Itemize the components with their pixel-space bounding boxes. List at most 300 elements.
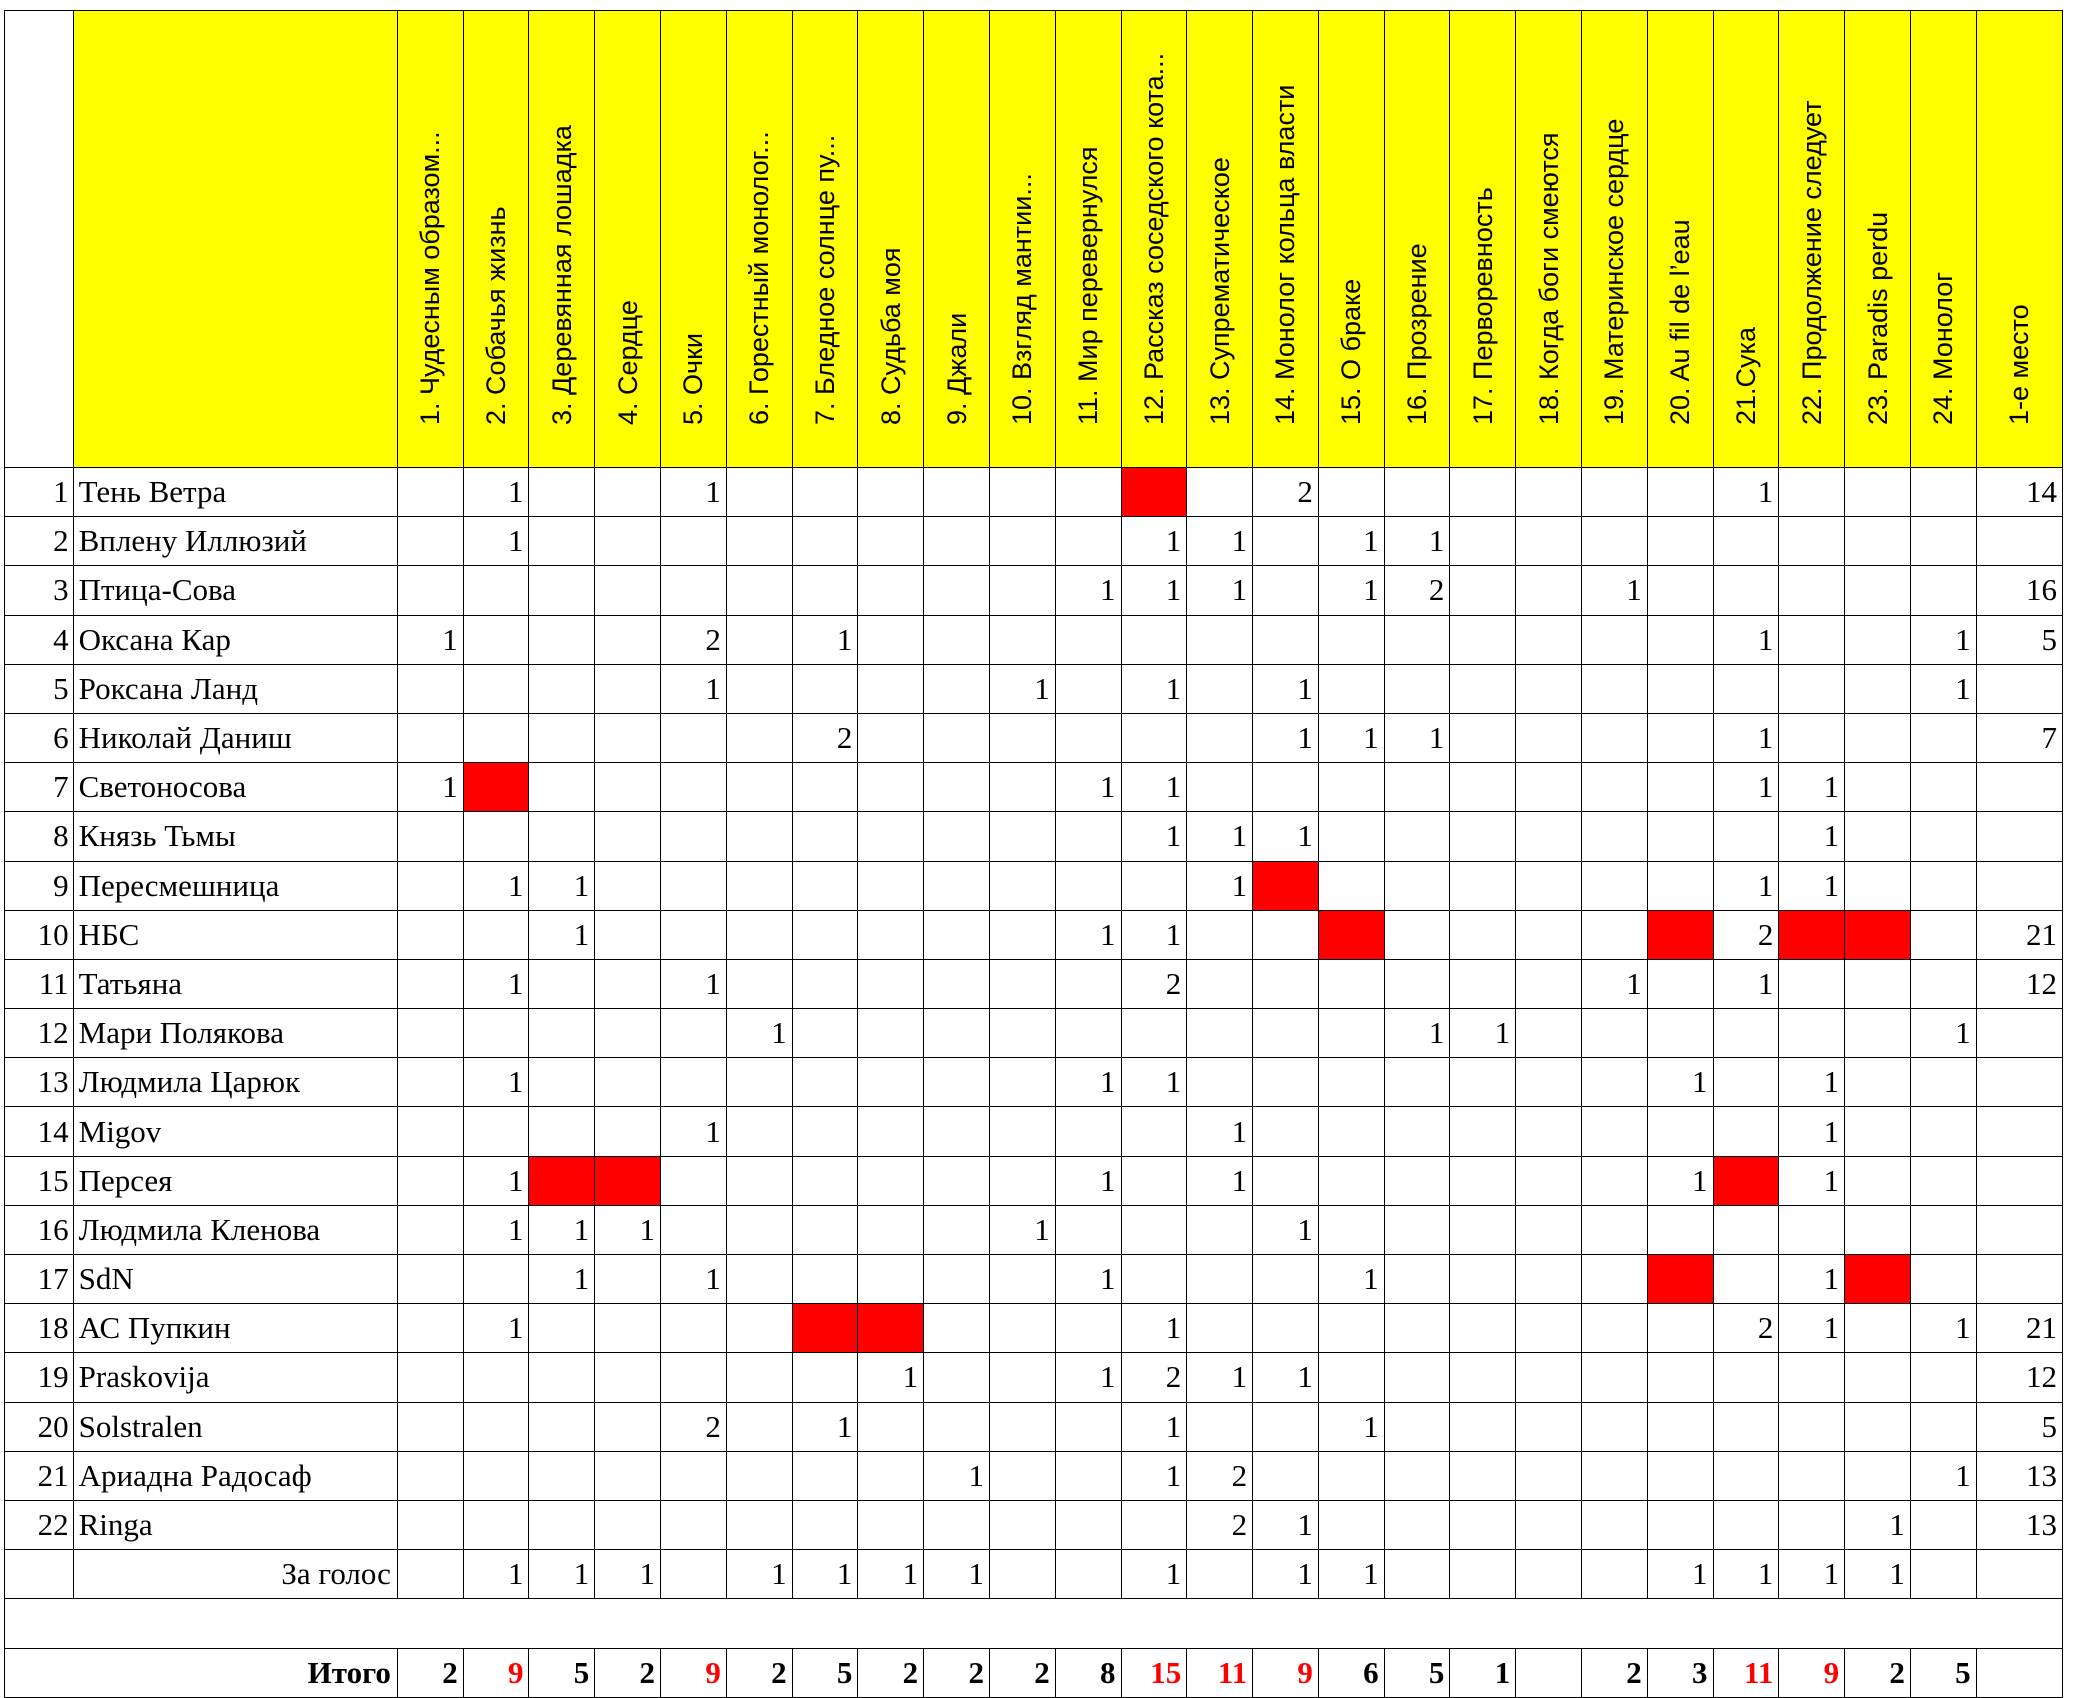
column-header [726,11,792,468]
participant-name: Ringa [73,1500,397,1549]
za-golos-cell: 1 [1121,1550,1187,1599]
vote-cell: 7 [1976,713,2062,762]
vote-cell [529,615,595,664]
vote-cell [1845,959,1911,1008]
vote-cell [1581,1500,1647,1549]
row-number: 12 [5,1009,74,1058]
vote-cell [1253,615,1319,664]
own-work-cell [1121,468,1187,517]
participant-name: Ариадна Радосаф [73,1451,397,1500]
vote-cell: 1 [1318,713,1384,762]
participant-name: АС Пупкин [73,1304,397,1353]
vote-cell [1253,1107,1319,1156]
vote-cell: 1 [1647,1156,1713,1205]
header-row [5,11,2063,468]
row-number: 22 [5,1500,74,1549]
vote-cell [1121,615,1187,664]
column-header-label: 1-е место [2004,304,2035,425]
vote-cell: 1 [1845,1500,1911,1549]
column-header-label: 6. Горестный монолог... [744,131,775,425]
column-header [1384,11,1450,468]
vote-cell [1845,1107,1911,1156]
vote-cell: 1 [1187,517,1253,566]
row-number: 1 [5,468,74,517]
vote-cell [1713,1205,1779,1254]
vote-cell [726,812,792,861]
vote-cell: 1 [1121,1451,1187,1500]
row-number: 11 [5,959,74,1008]
row-number: 8 [5,812,74,861]
vote-cell [792,468,858,517]
row-number: 21 [5,1451,74,1500]
vote-cell [1187,910,1253,959]
vote-cell [1713,1353,1779,1402]
vote-cell [1647,1500,1713,1549]
own-work-cell [792,1304,858,1353]
vote-cell [463,1402,529,1451]
vote-cell [661,861,727,910]
vote-cell: 1 [1581,566,1647,615]
column-header-label: 2. Собачья жизнь [481,206,512,425]
itogo-label: Итого [5,1648,398,1697]
vote-cell [858,812,924,861]
vote-cell [1384,959,1450,1008]
row-number: 19 [5,1353,74,1402]
vote-cell: 1 [1779,1156,1845,1205]
own-work-cell [1647,1255,1713,1304]
vote-cell [463,1255,529,1304]
own-work-cell [595,1156,661,1205]
participant-name: Птица-Сова [73,566,397,615]
own-work-cell [529,1156,595,1205]
table-row [5,615,2063,664]
za-golos-cell [1187,1550,1253,1599]
vote-cell [792,1058,858,1107]
vote-cell [1055,1402,1121,1451]
vote-cell: 1 [1713,861,1779,910]
vote-cell [1647,517,1713,566]
vote-cell [726,468,792,517]
vote-cell [1845,468,1911,517]
itogo-cell: 9 [463,1648,529,1697]
vote-cell [1450,1156,1516,1205]
vote-cell [1910,1353,1976,1402]
column-header-label: 22. Продолжение следует [1796,100,1827,425]
vote-cell [1647,1009,1713,1058]
column-header [595,11,661,468]
participant-name: Migov [73,1107,397,1156]
vote-cell [1581,1205,1647,1254]
vote-cell [1187,1205,1253,1254]
corner-cell [5,11,74,468]
table-row [5,861,2063,910]
vote-cell [1187,1255,1253,1304]
vote-cell: 1 [1187,566,1253,615]
vote-cell [595,910,661,959]
vote-cell [1845,1304,1911,1353]
vote-cell [1055,1205,1121,1254]
vote-cell [1845,812,1911,861]
vote-cell: 1 [1187,812,1253,861]
vote-cell [397,1107,463,1156]
table-row [5,1156,2063,1205]
vote-cell [397,861,463,910]
vote-cell [1581,468,1647,517]
vote-cell [1253,1304,1319,1353]
vote-cell: 1 [1121,664,1187,713]
vote-cell [463,664,529,713]
vote-cell [1055,1500,1121,1549]
column-header [1779,11,1845,468]
table-row [5,1304,2063,1353]
vote-cell: 1 [1253,664,1319,713]
vote-cell [1647,615,1713,664]
vote-cell [1910,468,1976,517]
vote-cell [1910,1255,1976,1304]
vote-cell [858,1402,924,1451]
column-header [397,11,463,468]
vote-cell: 1 [1910,1304,1976,1353]
vote-cell [1318,1500,1384,1549]
vote-cell [397,566,463,615]
column-header [661,11,727,468]
column-header [1318,11,1384,468]
vote-cell [1450,812,1516,861]
column-header-label: 9. Джали [941,312,972,425]
spacer-row [5,1599,2063,1648]
vote-cell [1318,615,1384,664]
vote-cell [792,959,858,1008]
column-header [858,11,924,468]
vote-cell [1779,1205,1845,1254]
vote-cell [924,566,990,615]
vote-cell [989,1107,1055,1156]
vote-cell [989,1353,1055,1402]
vote-cell [1516,1156,1582,1205]
vote-cell [1253,959,1319,1008]
vote-cell [858,664,924,713]
vote-cell [595,468,661,517]
vote-cell [924,1156,990,1205]
vote-cell [1318,1451,1384,1500]
vote-cell [858,1009,924,1058]
vote-cell [1187,468,1253,517]
vote-cell: 1 [989,664,1055,713]
column-header-label: 19. Материнское сердце [1599,118,1630,425]
vote-cell [726,1107,792,1156]
vote-cell [1187,763,1253,812]
vote-cell [463,713,529,762]
vote-cell [463,566,529,615]
vote-cell: 1 [1121,1058,1187,1107]
vote-cell [529,812,595,861]
vote-cell [595,713,661,762]
vote-cell [1845,1353,1911,1402]
vote-cell [1187,1009,1253,1058]
table-row [5,1451,2063,1500]
vote-cell [1976,1009,2062,1058]
vote-cell [1318,468,1384,517]
itogo-cell: 11 [1187,1648,1253,1697]
vote-cell: 1 [1187,1353,1253,1402]
participant-name: Николай Даниш [73,713,397,762]
vote-cell [924,1058,990,1107]
vote-cell [924,1009,990,1058]
vote-cell [1976,517,2062,566]
vote-cell: 5 [1976,615,2062,664]
vote-cell [1845,1156,1911,1205]
row-number: 14 [5,1107,74,1156]
vote-cell [1647,1304,1713,1353]
vote-cell [595,1451,661,1500]
vote-cell [1976,1205,2062,1254]
vote-cell [661,1353,727,1402]
vote-cell [595,1107,661,1156]
za-golos-cell [1384,1550,1450,1599]
vote-cell [1779,468,1845,517]
vote-cell [595,959,661,1008]
vote-cell: 1 [1318,517,1384,566]
vote-cell [1384,1156,1450,1205]
vote-cell [529,566,595,615]
vote-cell [397,713,463,762]
vote-cell [1910,1500,1976,1549]
vote-cell [1384,1304,1450,1353]
itogo-cell: 2 [726,1648,792,1697]
participant-name: НБС [73,910,397,959]
za-golos-cell: 1 [1318,1550,1384,1599]
vote-cell [1318,1304,1384,1353]
vote-cell [989,566,1055,615]
participant-name: Пересмешница [73,861,397,910]
vote-cell [529,959,595,1008]
vote-cell [1647,713,1713,762]
participant-name: Вплену Иллюзий [73,517,397,566]
itogo-cell: 2 [1845,1648,1911,1697]
vote-cell: 1 [1253,1205,1319,1254]
vote-cell [989,861,1055,910]
column-header [1647,11,1713,468]
vote-cell [792,1255,858,1304]
vote-cell [792,664,858,713]
vote-cell [1516,468,1582,517]
vote-cell [1779,959,1845,1008]
column-header [1976,11,2062,468]
spacer-cell [5,1599,2063,1648]
itogo-cell: 1 [1450,1648,1516,1697]
vote-cell [1055,713,1121,762]
vote-cell [726,763,792,812]
vote-cell [1121,1205,1187,1254]
vote-cell [1581,1058,1647,1107]
za-golos-cell [1976,1550,2062,1599]
vote-cell: 12 [1976,1353,2062,1402]
vote-cell [1910,517,1976,566]
vote-cell [1581,1107,1647,1156]
vote-cell [595,861,661,910]
vote-cell [1516,517,1582,566]
voting-table [4,10,2063,1698]
vote-cell: 1 [1055,1058,1121,1107]
vote-cell: 1 [1450,1009,1516,1058]
za-golos-cell [661,1550,727,1599]
vote-cell [1713,517,1779,566]
row-number: 3 [5,566,74,615]
table-row [5,713,2063,762]
column-header-label: 23. Paradis perdu [1862,211,1893,425]
vote-cell [1581,1009,1647,1058]
vote-cell [1450,615,1516,664]
vote-cell [1845,1402,1911,1451]
own-work-cell [1318,910,1384,959]
vote-cell [1450,1058,1516,1107]
itogo-cell: 2 [595,1648,661,1697]
vote-cell [1450,763,1516,812]
vote-cell: 2 [792,713,858,762]
vote-cell [989,763,1055,812]
vote-cell [661,566,727,615]
vote-cell [1910,1402,1976,1451]
vote-cell [1713,1500,1779,1549]
vote-cell [1318,861,1384,910]
vote-cell [989,1402,1055,1451]
vote-cell [1516,861,1582,910]
za-golos-cell: 1 [529,1550,595,1599]
vote-cell [1516,1304,1582,1353]
vote-cell: 1 [1713,713,1779,762]
vote-cell [1318,763,1384,812]
vote-cell [792,1107,858,1156]
vote-cell [1976,812,2062,861]
vote-cell: 1 [858,1353,924,1402]
vote-cell [463,615,529,664]
vote-cell: 2 [1713,910,1779,959]
vote-cell [1976,861,2062,910]
vote-cell [1516,959,1582,1008]
vote-cell [397,1156,463,1205]
column-header [1187,11,1253,468]
vote-cell [726,1255,792,1304]
za-golos-cell [1581,1550,1647,1599]
vote-cell [1910,959,1976,1008]
vote-cell: 13 [1976,1500,2062,1549]
za-golos-cell: 1 [924,1550,990,1599]
own-work-cell [1845,1255,1911,1304]
column-header-label: 7. Бледное солнце пу... [810,134,840,425]
table-row [5,1058,2063,1107]
participant-name: Людмила Кленова [73,1205,397,1254]
vote-cell [397,1451,463,1500]
vote-cell [924,763,990,812]
vote-cell [1845,517,1911,566]
vote-cell [595,1058,661,1107]
vote-cell [397,1205,463,1254]
column-header-label: 8. Судьба моя [875,247,906,425]
vote-cell [924,664,990,713]
vote-cell: 1 [1779,1058,1845,1107]
vote-cell [1450,664,1516,713]
vote-cell: 1 [463,1205,529,1254]
vote-cell: 2 [661,1402,727,1451]
vote-cell [1516,763,1582,812]
vote-cell [858,517,924,566]
table-row [5,664,2063,713]
vote-cell [1516,713,1582,762]
vote-cell [989,812,1055,861]
vote-cell [1384,1205,1450,1254]
column-header [1253,11,1319,468]
vote-cell [1845,664,1911,713]
column-header [1055,11,1121,468]
vote-cell [1121,1500,1187,1549]
vote-cell [726,713,792,762]
vote-cell [1253,1009,1319,1058]
itogo-cell: 2 [989,1648,1055,1697]
vote-cell [924,1304,990,1353]
vote-cell [1384,1451,1450,1500]
za-golos-cell [1516,1550,1582,1599]
vote-cell: 1 [661,468,727,517]
itogo-cell [1976,1648,2062,1697]
vote-cell: 1 [529,910,595,959]
vote-cell: 1 [463,1156,529,1205]
za-golos-cell: 1 [595,1550,661,1599]
vote-cell [989,1156,1055,1205]
itogo-cell: 2 [1581,1648,1647,1697]
own-work-cell [463,763,529,812]
itogo-cell: 15 [1121,1648,1187,1697]
vote-cell [1450,1107,1516,1156]
vote-cell [1450,1353,1516,1402]
vote-cell [1253,1058,1319,1107]
itogo-cell: 8 [1055,1648,1121,1697]
row-number: 18 [5,1304,74,1353]
table-row [5,1107,2063,1156]
za-golos-label: За голос [73,1550,397,1599]
vote-cell: 2 [1713,1304,1779,1353]
vote-cell [595,1009,661,1058]
row-number: 7 [5,763,74,812]
vote-cell [858,1500,924,1549]
vote-cell [726,959,792,1008]
participant-name: Светоносова [73,763,397,812]
vote-cell [1779,517,1845,566]
vote-cell [1845,861,1911,910]
vote-cell [1647,664,1713,713]
participant-name: Татьяна [73,959,397,1008]
itogo-cell: 3 [1647,1648,1713,1697]
vote-cell [792,1451,858,1500]
vote-cell [989,1009,1055,1058]
vote-cell: 1 [1121,566,1187,615]
vote-cell [989,1255,1055,1304]
column-header-label: 10. Взгляд мантии... [1007,173,1038,425]
row-number: 13 [5,1058,74,1107]
vote-cell: 2 [1121,959,1187,1008]
vote-cell [1845,1205,1911,1254]
vote-cell [1910,1058,1976,1107]
vote-cell [726,1304,792,1353]
column-header-label: 5. Очки [678,333,709,425]
vote-cell [1976,1058,2062,1107]
vote-cell: 1 [529,861,595,910]
vote-cell [1779,615,1845,664]
vote-cell [1318,1009,1384,1058]
vote-cell [529,1451,595,1500]
column-header-label: 11. Мир перевернулся [1073,146,1104,425]
vote-cell: 1 [1121,812,1187,861]
za-golos-cell [1450,1550,1516,1599]
